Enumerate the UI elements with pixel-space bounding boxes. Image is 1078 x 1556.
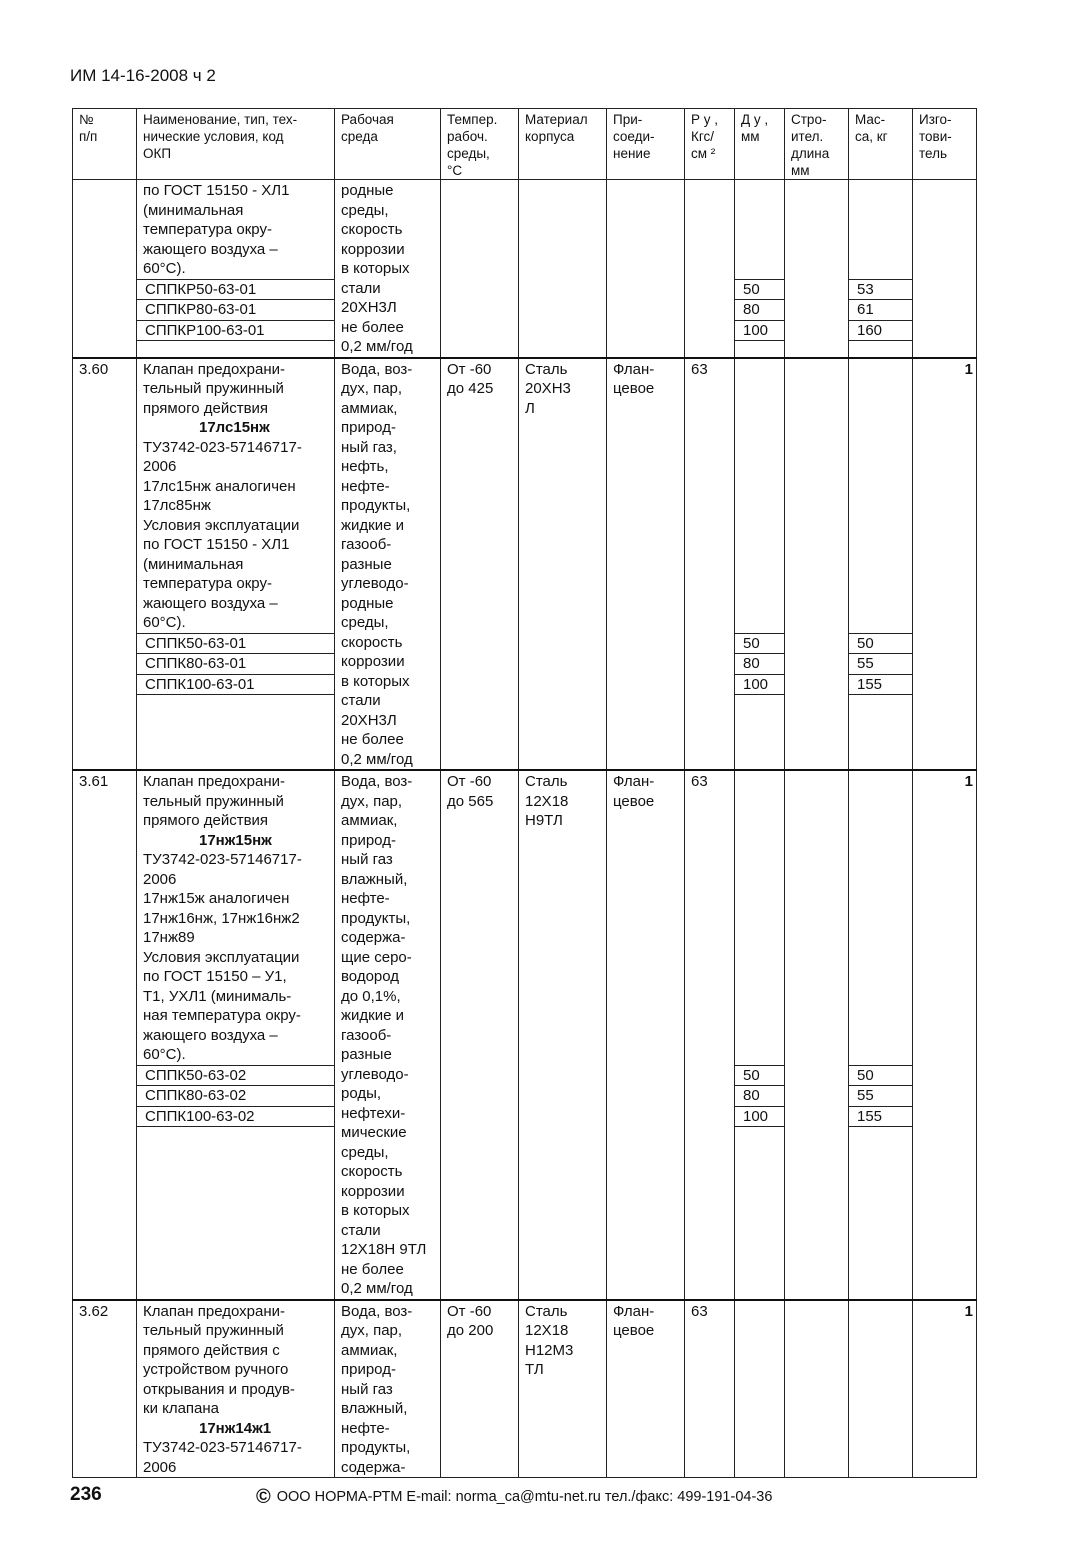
medium-line: среды, [341,1143,389,1161]
name-line: 60°С). [143,614,186,631]
model-designation: СППК80-63-02 [137,1085,334,1106]
table-row [73,1300,977,1478]
medium-line: продукты, [341,1439,411,1456]
name-line: Т1, УХЛ1 (минималь- [143,987,292,1005]
copyright-symbol: © [256,1486,271,1508]
valve-type-code: 17лс15нж [199,419,270,436]
medium-line: коррозии [341,240,405,258]
nominal-pressure: 63 [685,1300,735,1478]
name-line: ТУ3742-023-57146717- [143,1439,302,1456]
table-row [73,358,977,771]
medium-line: ный газ [341,1380,393,1398]
mass-value: 155 [849,1106,912,1128]
header-text: мм [741,129,760,144]
mass-kg [849,358,913,771]
medium-line: содержа- [341,1458,406,1476]
medium-line: нефть, [341,458,389,475]
medium-line: коррозии [341,1182,405,1200]
body-material [519,770,607,1300]
header-text: Мас- [855,112,886,127]
header-text: см ² [691,146,716,161]
diameter-value: 100 [735,1106,784,1128]
table-header-row [73,109,977,180]
header-text: рабоч. [447,129,488,144]
name-line: ная температура окру- [143,1007,301,1024]
nominal-diameter [735,1300,785,1478]
medium-line: продукты, [341,909,411,927]
diameter-value: 80 [735,1085,784,1106]
name-line: ТУ3742-023-57146717- [143,438,302,456]
header-text: Стро- [791,112,827,127]
medium-line: ный газ [341,851,393,868]
diameter-value: 100 [735,320,784,342]
medium-line: родные [341,594,394,612]
medium-line: природ- [341,831,396,849]
name-line: устройством ручного [143,1361,289,1378]
material-line: Л [525,399,535,417]
header-text: Рабочая [341,112,394,127]
header-text: ител. [791,129,824,144]
working-medium [335,770,441,1300]
name-line: жающего воздуха – [143,240,278,258]
temperature-line: От -60 [447,360,492,378]
connection-line: Флан- [613,773,655,790]
medium-line: водород [341,968,400,985]
medium-line: не более [341,1260,404,1278]
name-line: прямого действия [143,812,269,829]
name-line: открывания и продув- [143,1380,295,1398]
nominal-diameter [735,358,785,771]
medium-line: жидкие и [341,1007,404,1024]
name-line: (минимальная [143,201,244,219]
temperature-line: От -60 [447,1302,492,1320]
medium-line: скорость [341,221,403,238]
model-designation: СППКР80-63-01 [137,299,334,320]
nominal-pressure [685,180,735,358]
working-medium [335,180,441,358]
diameter-value: 50 [735,1065,784,1086]
medium-line: содержа- [341,929,406,946]
name-line: Условия эксплуатации [143,516,300,534]
medium-line: Вода, воз- [341,360,413,378]
mass-value: 50 [849,633,912,654]
name-line: по ГОСТ 15150 – У1, [143,968,287,985]
mass-value: 55 [849,1085,912,1106]
header-text: Д у , [741,112,769,127]
medium-line: продукты, [341,497,411,514]
header-text: Кгс/ [691,129,714,144]
medium-line: нефте- [341,477,390,495]
medium-line: среды, [341,614,389,631]
mass-kg [849,770,913,1300]
header-length [785,109,849,180]
connection-type [607,180,685,358]
mass-kg [849,180,913,358]
header-text: Изго- [919,112,952,127]
mass-value: 61 [849,299,912,320]
medium-line: влажный, [341,1400,408,1417]
valve-type-code: 17нж14ж1 [199,1419,272,1437]
header-name [137,109,335,180]
footer-contacts [256,1486,772,1509]
mass-value: 160 [849,320,912,342]
medium-line: Вода, воз- [341,1302,413,1320]
name-line: Условия эксплуатации [143,948,300,966]
medium-line: разные [341,555,392,573]
body-material [519,358,607,771]
medium-line: жидкие и [341,516,404,534]
model-designation: СППКР50-63-01 [137,279,334,300]
medium-line: 12Х18Н 9ТЛ [341,1241,427,1258]
name-line: Клапан предохрани- [143,360,285,378]
medium-line: 0,2 мм/год [341,338,413,355]
diameter-value: 50 [735,279,784,300]
medium-line: стали [341,692,381,709]
medium-line: до 0,1%, [341,987,401,1005]
header-text: соеди- [613,129,655,144]
name-line: 17нж16нж, 17нж16нж2 [143,909,300,927]
diameter-value: 80 [735,653,784,674]
header-text: среды, [447,146,490,161]
temperature-line: до 425 [447,380,494,397]
medium-line: аммиак, [341,399,398,417]
medium-line: разные [341,1046,392,1063]
medium-line: родные [341,182,394,199]
header-text: Материал [525,112,588,127]
construction-length [785,1300,849,1478]
row-number: 3.62 [73,1300,137,1478]
manufacturer-code: 1 [913,1300,977,1478]
model-designation: СППК50-63-02 [137,1065,334,1086]
medium-line: углеводо- [341,575,409,592]
name-line: тельный пружинный [143,380,284,397]
connection-line: цевое [613,792,655,810]
name-line: 2006 [143,458,177,475]
name-line: 17лс15нж аналогичен [143,477,296,495]
row-number: 3.60 [73,358,137,771]
manufacturer-code [913,180,977,358]
medium-line: нефте- [341,1419,390,1437]
model-designation: СППК100-63-02 [137,1106,334,1128]
medium-line: в которых [341,1202,410,1219]
temperature [441,180,519,358]
name-line: тельный пружинный [143,792,284,810]
page-number: 236 [70,1484,102,1505]
header-medium [335,109,441,180]
medium-line: 20ХН3Л [341,299,397,316]
header-text: Наименование, тип, тех- [143,112,298,127]
header-no [73,109,137,180]
table-row [73,770,977,1300]
name-line: 17нж15ж аналогичен [143,890,290,907]
header-text: среда [341,129,378,144]
header-text: са, кг [855,129,888,144]
medium-line: 0,2 мм/год [341,750,413,768]
medium-line: среды, [341,201,389,219]
name-line: прямого действия с [143,1341,280,1359]
header-text: длина [791,146,830,161]
medium-line: ный газ, [341,438,397,456]
body-material [519,180,607,358]
name-line: ТУ3742-023-57146717- [143,851,302,868]
medium-line: углеводо- [341,1065,409,1083]
medium-line: не более [341,731,404,748]
header-text: № [79,112,94,127]
medium-line: 20ХН3Л [341,711,397,729]
temperature [441,1300,519,1478]
nominal-diameter [735,180,785,358]
header-material [519,109,607,180]
working-medium [335,1300,441,1478]
medium-line: мические [341,1124,407,1141]
name-line: (минимальная [143,555,244,573]
table-body [73,180,977,1478]
material-line: Н9ТЛ [525,812,563,829]
table-row [73,180,977,358]
construction-length [785,770,849,1300]
diameter-value: 80 [735,299,784,320]
medium-line: в которых [341,260,410,277]
connection-type [607,1300,685,1478]
name-line: жающего воздуха – [143,594,278,612]
header-temperature [441,109,519,180]
header-text: нические условия, код [143,129,284,144]
header-connection [607,109,685,180]
name-line: 60°С). [143,260,186,277]
header-text: мм [791,163,810,178]
medium-line: стали [341,279,381,297]
connection-line: Флан- [613,360,655,378]
temperature-line: От -60 [447,773,492,790]
name-line: 17нж89 [143,929,195,946]
header-nominal-diameter [735,109,785,180]
name-line: жающего воздуха – [143,1026,278,1044]
material-line: 20ХН3 [525,380,571,397]
row-number: 3.61 [73,770,137,1300]
temperature-line: до 565 [447,792,494,810]
valve-spec-table [72,108,977,1478]
body-material [519,1300,607,1478]
name-line: Клапан предохрани- [143,1302,285,1320]
medium-line: не более [341,318,404,336]
model-designation: СППК80-63-01 [137,653,334,674]
temperature [441,358,519,771]
temperature [441,770,519,1300]
valve-name [137,1300,335,1478]
medium-line: аммиак, [341,812,398,829]
medium-line: дух, пар, [341,380,403,397]
name-line: ки клапана [143,1400,220,1417]
header-text: тель [919,146,948,161]
header-manufacturer [913,109,977,180]
name-line: по ГОСТ 15150 - ХЛ1 [143,536,290,553]
footer-company: ООО НОРМА-РТМ E-mail: norma_ca@mtu-net.ru тел./факс: 499-191-04-36 [276,1489,773,1505]
header-text: п/п [79,129,98,144]
medium-line: скорость [341,633,403,651]
construction-length [785,358,849,771]
name-line: температура окру- [143,221,272,238]
medium-line: нефте- [341,890,390,907]
model-designation: СППКР100-63-01 [137,320,334,342]
header-pressure [685,109,735,180]
medium-line: дух, пар, [341,1322,403,1339]
valve-type-code: 17нж15нж [199,831,272,849]
manufacturer-code: 1 [913,358,977,771]
name-line: 2006 [143,1458,177,1476]
construction-length [785,180,849,358]
medium-line: роды, [341,1085,382,1102]
header-text: Р у , [691,112,719,127]
nominal-pressure: 63 [685,770,735,1300]
medium-line: дух, пар, [341,792,403,810]
medium-line: стали [341,1221,381,1239]
valve-name [137,180,335,358]
medium-line: газооб- [341,1026,392,1044]
name-line: прямого действия [143,399,269,417]
nominal-pressure: 63 [685,358,735,771]
name-line: тельный пружинный [143,1322,284,1339]
diameter-value: 100 [735,674,784,696]
header-text: нение [613,146,651,161]
material-line: 12Х18 [525,792,569,810]
medium-line: влажный, [341,870,408,888]
header-text: тови- [919,129,952,144]
model-designation: СППК100-63-01 [137,674,334,696]
material-line: Сталь [525,773,568,790]
row-number [73,180,137,358]
manufacturer-code: 1 [913,770,977,1300]
header-text: °С [447,163,463,178]
medium-line: природ- [341,419,396,436]
connection-type [607,358,685,771]
connection-line: цевое [613,380,655,397]
mass-kg [849,1300,913,1478]
name-line: по ГОСТ 15150 - ХЛ1 [143,182,290,199]
mass-value: 155 [849,674,912,696]
name-line: температура окру- [143,575,272,592]
valve-name [137,770,335,1300]
connection-line: Флан- [613,1302,655,1320]
mass-value: 53 [849,279,912,300]
medium-line: 0,2 мм/год [341,1280,413,1297]
material-line: 12Х18 [525,1322,569,1339]
mass-value: 55 [849,653,912,674]
header-text: Темпер. [447,112,498,127]
name-line: Клапан предохрани- [143,773,285,790]
medium-line: газооб- [341,536,392,553]
mass-value: 50 [849,1065,912,1086]
medium-line: коррозии [341,653,405,670]
header-text: При- [613,112,643,127]
header-text: ОКП [143,146,172,161]
name-line: 60°С). [143,1046,186,1063]
diameter-value: 50 [735,633,784,654]
material-line: Сталь [525,360,568,378]
working-medium [335,358,441,771]
name-line: 17лс85нж [143,497,211,514]
material-line: Сталь [525,1302,568,1320]
header-mass [849,109,913,180]
medium-line: в которых [341,672,410,690]
medium-line: щие серо- [341,948,412,966]
nominal-diameter [735,770,785,1300]
name-line: 2006 [143,870,177,888]
connection-line: цевое [613,1322,655,1339]
model-designation: СППК50-63-01 [137,633,334,654]
connection-type [607,770,685,1300]
material-line: ТЛ [525,1361,544,1378]
temperature-line: до 200 [447,1322,494,1339]
medium-line: скорость [341,1163,403,1180]
material-line: Н12М3 [525,1341,574,1359]
header-text: корпуса [525,129,575,144]
valve-name [137,358,335,771]
medium-line: природ- [341,1361,396,1378]
medium-line: Вода, воз- [341,773,413,790]
medium-line: аммиак, [341,1341,398,1359]
medium-line: нефтехи- [341,1104,406,1122]
document-code: ИМ 14-16-2008 ч 2 [70,66,216,85]
